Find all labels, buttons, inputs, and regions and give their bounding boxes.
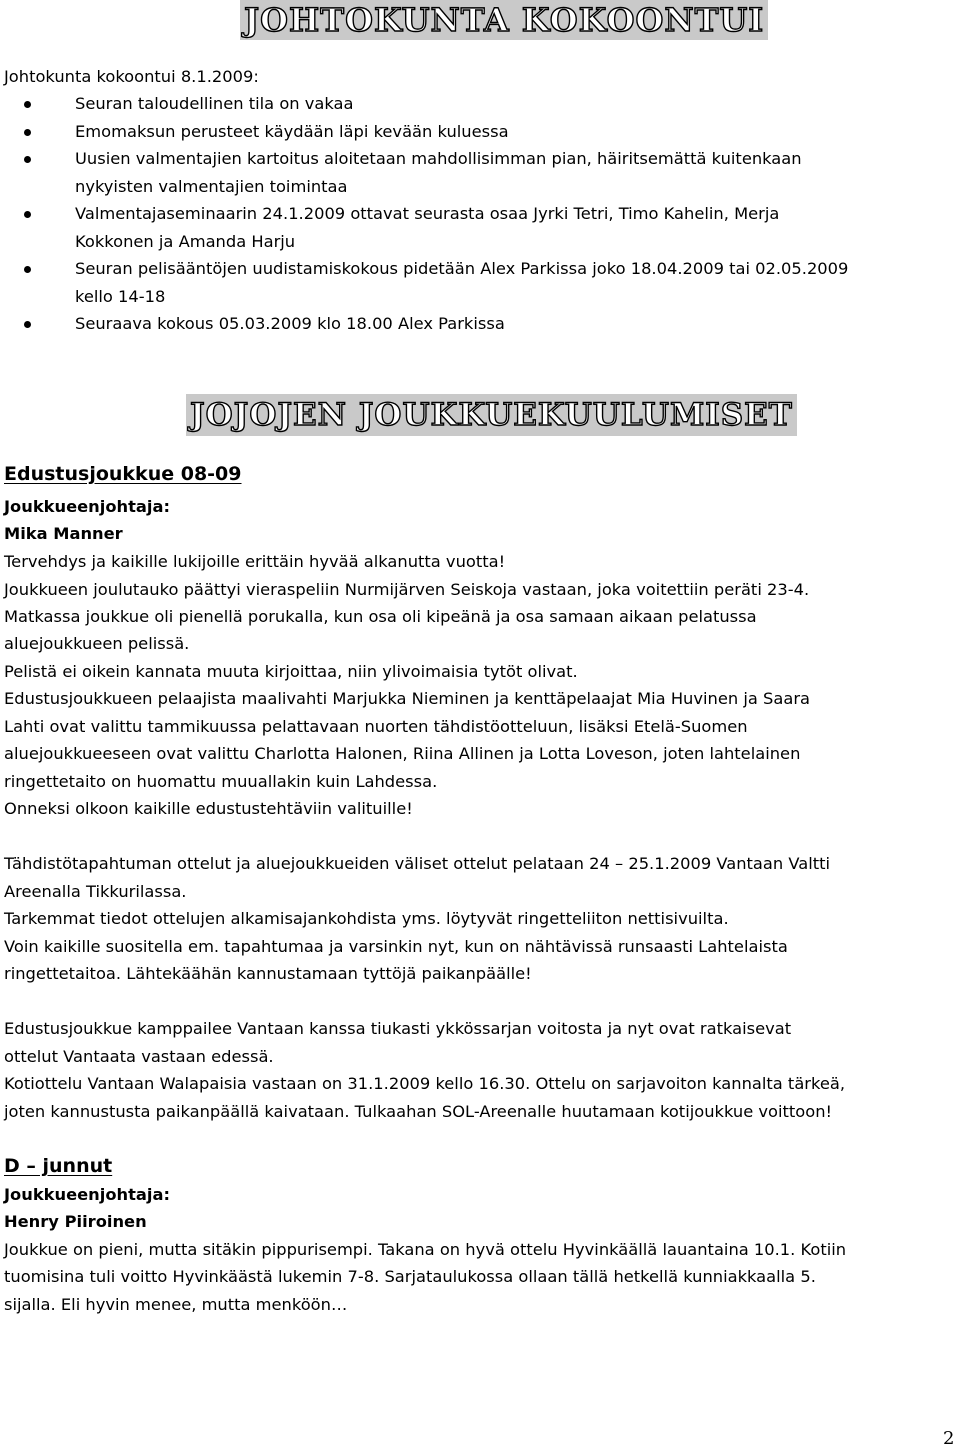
paragraph-line: Kotiottelu Vantaan Walapaisia vastaan on 31.1.2009 kello 16.30. Ottelu on sarjavoiton kannalta tärkeä, — [4, 1074, 846, 1093]
paragraph-line: aluejoukkueen pelissä. — [4, 634, 190, 653]
paragraph-line: tuomisina tuli voitto Hyvinkäästä lukemin 7-8. Sarjataulukossa ollaan tällä hetkellä kunniakkaalla 5. — [4, 1267, 816, 1286]
paragraph-line: Onneksi olkoon kaikille edustustehtäviin valituille! — [4, 799, 413, 818]
bullet-item: Valmentajaseminaarin 24.1.2009 ottavat seurasta osaa Jyrki Tetri, Timo Kahelin, Merja Kokkonen ja Amanda Harju — [0, 200, 848, 255]
paragraph-line: Tarkemmat tiedot ottelujen alkamisajankohdista yms. löytyvät ringetteliiton nettisivuilta. — [4, 909, 729, 928]
banner-johtokunta: JOHTOKUNTA KOKOONTUI — [240, 0, 768, 40]
paragraph-line: sijalla. Eli hyvin menee, mutta menköön… — [4, 1295, 348, 1314]
page-number: 2 — [943, 1428, 955, 1449]
team-leader-name: Mika Manner — [4, 524, 123, 543]
team-leader-label: Joukkueenjohtaja: — [4, 497, 170, 516]
paragraph-line: Tähdistötapahtuman ottelut ja aluejoukkueiden väliset ottelut pelataan 24 – 25.1.2009 Vantaan Valtti — [4, 854, 831, 873]
paragraph-line: Joukkue on pieni, mutta sitäkin pippurisempi. Takana on hyvä ottelu Hyvinkäällä lauantaina 10.1. Kotiin — [4, 1240, 847, 1259]
paragraph-line: ottelut Vantaata vastaan edessä. — [4, 1047, 274, 1066]
team-leader-label: Joukkueenjohtaja: — [4, 1185, 170, 1204]
paragraph-line: Edustusjoukkue kamppailee Vantaan kanssa tiukasti ykkössarjan voitosta ja nyt ovat ratkaisevat — [4, 1019, 792, 1038]
bullet-item: Emomaksun perusteet käydään läpi kevään kuluessa — [0, 118, 848, 146]
meeting-bullet-list — [0, 90, 848, 338]
paragraph-line: aluejoukkueeseen ovat valittu Charlotta Halonen, Riina Allinen ja Lotta Loveson, joten lahtelainen — [4, 744, 801, 763]
paragraph-line: Lahti ovat valittu tammikuussa pelattavaan nuorten tähdistöotteluun, lisäksi Etelä-Suomen — [4, 717, 748, 736]
paragraph-line: Tervehdys ja kaikille lukijoille erittäin hyvää alkanutta vuotta! — [4, 552, 506, 571]
paragraph-line: Edustusjoukkueen pelaajista maalivahti Marjukka Nieminen ja kenttäpelaajat Mia Huvinen ja Saara — [4, 689, 811, 708]
team-title-edustus: Edustusjoukkue 08-09 — [4, 463, 242, 485]
paragraph-line: ringettetaitoa. Lähtekäähän kannustamaan tyttöjä paikanpäälle! — [4, 964, 532, 983]
bullet-item: Uusien valmentajien kartoitus aloitetaan mahdollisimman pian, häiritsemättä kuitenkaan nykyisten valmentajien toimintaa — [0, 145, 848, 200]
paragraph-line: Voin kaikille suositella em. tapahtumaa ja varsinkin nyt, kun on nähtävissä runsaasti Lahtelaista — [4, 937, 788, 956]
paragraph-line: Joukkueen joulutauko päättyi vieraspeliin Nurmijärven Seiskoja vastaan, joka voitettiin peräti 23-4. — [4, 580, 810, 599]
bullet-item: Seuraava kokous 05.03.2009 klo 18.00 Alex Parkissa — [0, 310, 848, 338]
paragraph-line: joten kannustusta paikanpäällä kaivataan. Tulkaahan SOL-Areenalle huutamaan kotijoukkue voittoon! — [4, 1102, 833, 1121]
paragraph-line: ringettetaito on huomattu muuallakin kuin Lahdessa. — [4, 772, 438, 791]
team-title-d-junnut: D – junnut — [4, 1155, 113, 1177]
bullet-item: Seuran taloudellinen tila on vakaa — [0, 90, 848, 118]
team-leader-name: Henry Piiroinen — [4, 1212, 147, 1231]
meeting-intro: Johtokunta kokoontui 8.1.2009: — [4, 67, 259, 86]
paragraph-line: Pelistä ei oikein kannata muuta kirjoittaa, niin ylivoimaisia tytöt olivat. — [4, 662, 578, 681]
paragraph-line: Matkassa joukkue oli pienellä porukalla, kun osa oli kipeänä ja osa samaan aikaan pelatussa — [4, 607, 757, 626]
banner-joukkuekuulumiset: JOJOJEN JOUKKUEKUULUMISET — [186, 394, 797, 436]
bullet-item: Seuran pelisääntöjen uudistamiskokous pidetään Alex Parkissa joko 18.04.2009 tai 02.05.2009 kello 14-18 — [0, 255, 848, 310]
paragraph-line: Areenalla Tikkurilassa. — [4, 882, 187, 901]
